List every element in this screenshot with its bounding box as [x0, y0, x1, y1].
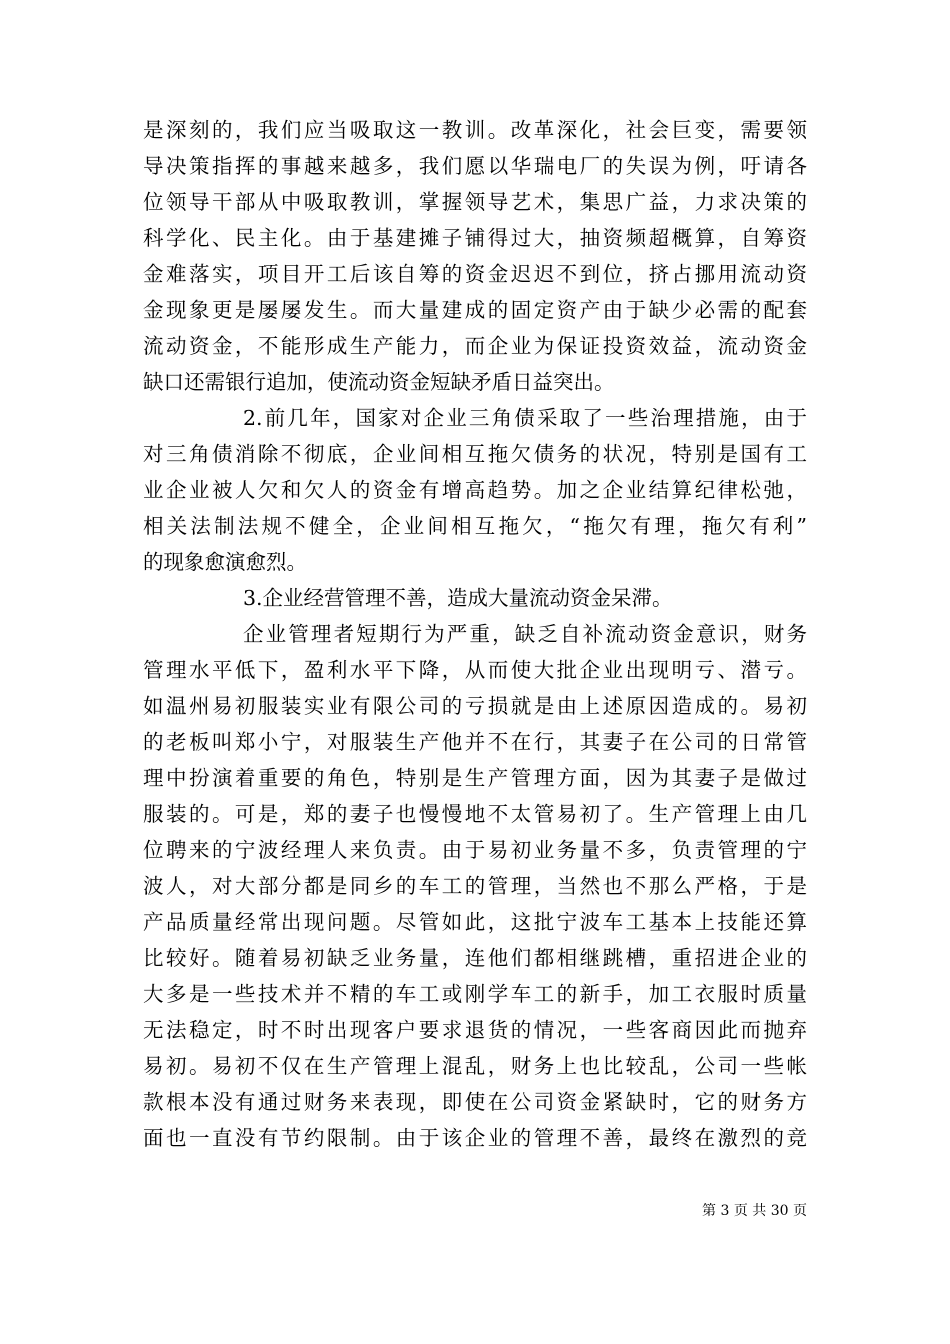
- text-line: 对三角债消除不彻底，企业间相互拖欠债务的状况，特别是国有工: [143, 442, 807, 466]
- text-line: 金难落实，项目开工后该自筹的资金迟迟不到位，挤占挪用流动资: [143, 262, 807, 286]
- text-line: 3.企业经营管理不善，造成大量流动资金呆滞。: [243, 586, 673, 610]
- text-line: 产品质量经常出现问题。尽管如此，这批宁波车工基本上技能还算: [143, 910, 807, 934]
- text-line: 金现象更是屡屡发生。而大量建成的固定资产由于缺少必需的配套: [143, 298, 807, 322]
- text-line: 的老板叫郑小宁，对服装生产他并不在行，其妻子在公司的日常管: [143, 730, 807, 754]
- text-line: 业企业被人欠和欠人的资金有增高趋势。加之企业结算纪律松弛，: [143, 478, 807, 502]
- text-line: 相关法制法规不健全，企业间相互拖欠，“拖欠有理，拖欠有利”: [143, 514, 807, 538]
- text-line: 的现象愈演愈烈。: [143, 550, 307, 574]
- text-line: 管理水平低下，盈利水平下降，从而使大批企业出现明亏、潜亏。: [143, 658, 807, 682]
- text-line: 如温州易初服装实业有限公司的亏损就是由上述原因造成的。易初: [143, 694, 807, 718]
- text-line: 无法稳定，时不时出现客户要求退货的情况，一些客商因此而抛弃: [143, 1018, 807, 1042]
- text-line: 大多是一些技术并不精的车工或刚学车工的新手，加工衣服时质量: [143, 982, 807, 1006]
- text-line: 款根本没有通过财务来表现，即使在公司资金紧缺时，它的财务方: [143, 1090, 807, 1114]
- text-line: 理中扮演着重要的角色，特别是生产管理方面，因为其妻子是做过: [143, 766, 807, 790]
- text-line: 位领导干部从中吸取教训，掌握领导艺术，集思广益，力求决策的: [143, 190, 807, 214]
- text-line: 波人，对大部分都是同乡的车工的管理，当然也不那么严格，于是: [143, 874, 807, 898]
- text-line: 面也一直没有节约限制。由于该企业的管理不善，最终在激烈的竞: [143, 1126, 807, 1150]
- text-line: 缺口还需银行追加，使流动资金短缺矛盾日益突出。: [143, 370, 615, 394]
- text-line: 比较好。随着易初缺乏业务量，连他们都相继跳槽，重招进企业的: [143, 946, 807, 970]
- text-line: 流动资金，不能形成生产能力，而企业为保证投资效益，流动资金: [143, 334, 807, 358]
- text-line: 2.前几年，国家对企业三角债采取了一些治理措施，由于: [243, 406, 807, 430]
- text-line: 服装的。可是，郑的妻子也慢慢地不太管易初了。生产管理上由几: [143, 802, 807, 826]
- text-line: 企业管理者短期行为严重，缺乏自补流动资金意识，财务: [243, 622, 807, 646]
- text-line: 位聘来的宁波经理人来负责。由于易初业务量不多，负责管理的宁: [143, 838, 807, 862]
- page-number-footer: 第 3 页 共 30 页: [702, 1203, 807, 1219]
- text-line: 易初。易初不仅在生产管理上混乱，财务上也比较乱，公司一些帐: [143, 1054, 807, 1078]
- document-body: [143, 112, 807, 1156]
- text-line: 是深刻的，我们应当吸取这一教训。改革深化，社会巨变，需要领: [143, 118, 807, 142]
- text-line: 导决策指挥的事越来越多，我们愿以华瑞电厂的失误为例，吁请各: [143, 154, 807, 178]
- text-line: 科学化、民主化。由于基建摊子铺得过大，抽资频超概算，自筹资: [143, 226, 807, 250]
